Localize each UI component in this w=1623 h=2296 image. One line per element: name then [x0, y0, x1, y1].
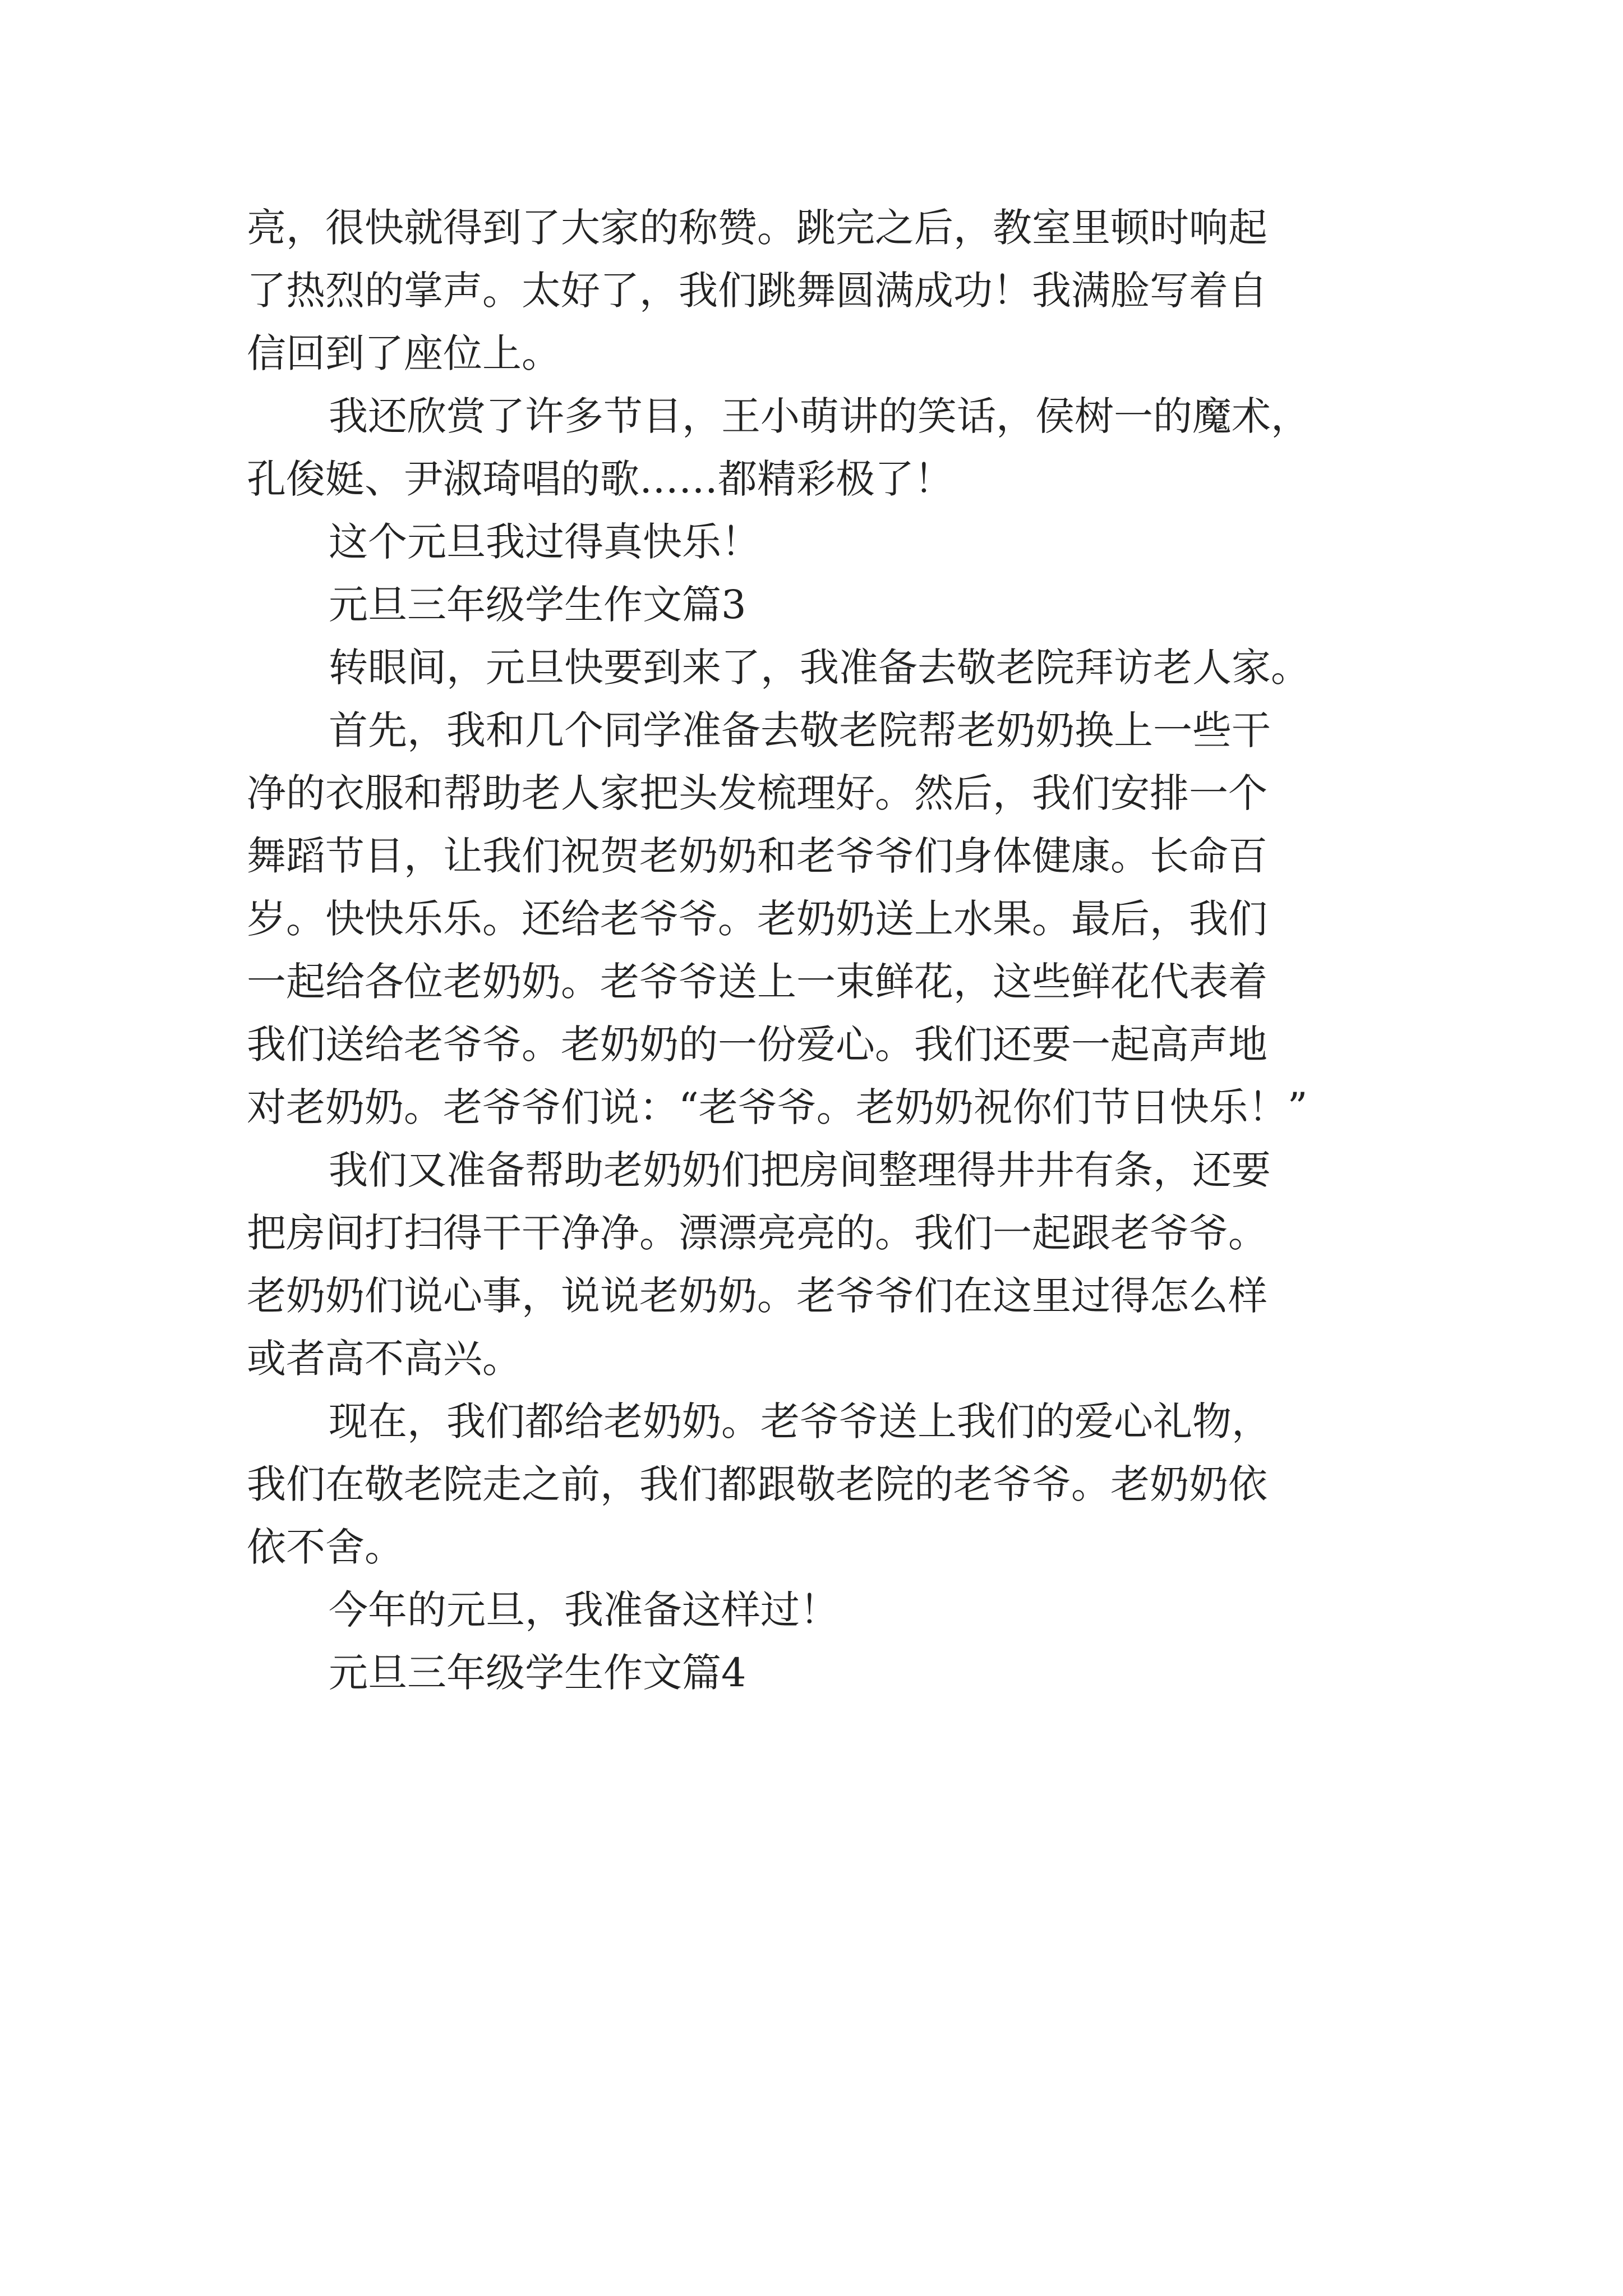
- text-line: 一起给各位老奶奶。老爷爷送上一束鲜花，这些鲜花代表着: [247, 959, 1267, 1005]
- text-line: 或者高不高兴。: [247, 1336, 522, 1382]
- paragraph-start-line: 现在，我们都给老奶奶。老爷爷送上我们的爱心礼物，: [329, 1398, 1271, 1444]
- essay-heading: 元旦三年级学生作文篇4: [329, 1650, 746, 1696]
- paragraph-start-line: 转眼间，元旦快要到来了，我准备去敬老院拜访老人家。: [329, 645, 1310, 691]
- text-line: 净的衣服和帮助老人家把头发梳理好。然后，我们安排一个: [247, 770, 1267, 816]
- text-line: 依不舍。: [247, 1524, 404, 1570]
- text-line: 信回到了座位上。: [247, 330, 561, 376]
- text-line: 岁。快快乐乐。还给老爷爷。老奶奶送上水果。最后，我们: [247, 896, 1267, 942]
- text-line: 了热烈的掌声。太好了，我们跳舞圆满成功！我满脸写着自: [247, 268, 1267, 314]
- essay-body: [247, 196, 1391, 1704]
- essay-heading: 元旦三年级学生作文篇3: [329, 582, 746, 628]
- text-line: 亮，很快就得到了大家的称赞。跳完之后，教室里顿时响起: [247, 205, 1267, 251]
- paragraph-start-line: 今年的元旦，我准备这样过！: [329, 1587, 839, 1633]
- text-line: 我们送给老爷爷。老奶奶的一份爱心。我们还要一起高声地: [247, 1022, 1267, 1068]
- paragraph-start-line: 我还欣赏了许多节目，王小萌讲的笑话，侯树一的魔术，: [329, 393, 1310, 439]
- text-line: 老奶奶们说心事，说说老奶奶。老爷爷们在这里过得怎么样: [247, 1273, 1267, 1319]
- paragraph-start-line: 这个元旦我过得真快乐！: [329, 519, 760, 565]
- text-line: 舞蹈节目，让我们祝贺老奶奶和老爷爷们身体健康。长命百: [247, 833, 1267, 879]
- text-line: 孔俊娗、尹淑琦唱的歌……都精彩极了！: [247, 456, 953, 502]
- paragraph-start-line: 首先，我和几个同学准备去敬老院帮老奶奶换上一些干: [329, 707, 1271, 753]
- paragraph-start-line: 我们又准备帮助老奶奶们把房间整理得井井有条，还要: [329, 1147, 1271, 1193]
- text-line: 我们在敬老院走之前，我们都跟敬老院的老爷爷。老奶奶依: [247, 1461, 1267, 1507]
- text-line: 把房间打扫得干干净净。漂漂亮亮的。我们一起跟老爷爷。: [247, 1210, 1267, 1256]
- text-line: 对老奶奶。老爷爷们说：“老爷爷。老奶奶祝你们节日快乐！”: [247, 1084, 1308, 1130]
